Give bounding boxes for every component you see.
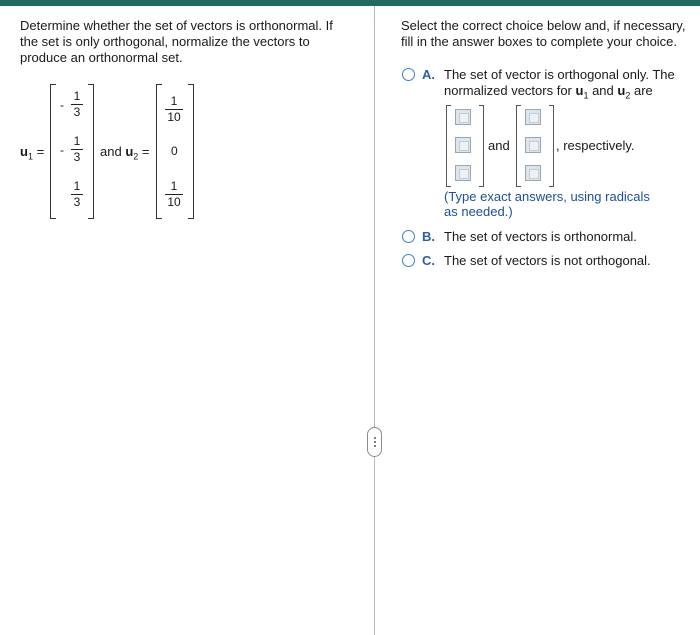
answer-format-hint: (Type exact answers, using radicals as needed.) (444, 189, 650, 219)
answer-box-u2-3[interactable] (525, 165, 541, 181)
answer-box-u1-1[interactable] (455, 109, 471, 125)
choice-c-radio[interactable] (402, 254, 415, 267)
u1-entry-3: 1 3 (71, 180, 83, 209)
choice-a-radio[interactable] (402, 68, 415, 81)
answer-box-u2-1[interactable] (525, 109, 541, 125)
answer-vec1-right-bracket (479, 105, 484, 187)
u2-entry-1: 1 10 (165, 95, 183, 124)
answer-instruction: Select the correct choice below and, if necessary, fill in the answer boxes to complete your choice. (401, 18, 686, 49)
u1-entry-1: 1 3 (71, 90, 83, 119)
u2-left-bracket (156, 84, 162, 219)
u1-left-bracket (50, 84, 56, 219)
answer-box-u1-2[interactable] (455, 137, 471, 153)
u2-entry-3: 1 10 (165, 180, 183, 209)
u1-label: $u_1$ = (20, 144, 45, 162)
answer-vec2-right-bracket (549, 105, 554, 187)
question-text: Determine whether the set of vectors is orthonormal. If the set is only orthogonal, normalize the vectors to produce an orthonormal set. (20, 18, 333, 65)
u1-right-bracket (88, 84, 94, 219)
u2-entry-2: 0 (171, 144, 178, 158)
answer-box-u1-3[interactable] (455, 165, 471, 181)
choice-c-text: The set of vectors is not orthogonal. (444, 253, 651, 268)
answer-and-label: and (488, 138, 510, 153)
choice-a-text: The set of vector is orthogonal only. The normalized vectors for $u_1$ and $u_2$ are (444, 67, 675, 101)
answer-vec1-left-bracket (446, 105, 451, 187)
choice-a-letter: A. (422, 67, 435, 82)
choice-b-text: The set of vectors is orthonormal. (444, 229, 637, 244)
answer-box-u2-2[interactable] (525, 137, 541, 153)
u1-entry-2: 1 3 (71, 135, 83, 164)
choice-c-letter: C. (422, 253, 435, 268)
u2-right-bracket (188, 84, 194, 219)
choice-b-letter: B. (422, 229, 435, 244)
u2-label: and $u_2$ = (100, 144, 150, 162)
answer-respectively-label: , respectively. (556, 138, 635, 153)
answer-vec2-left-bracket (516, 105, 521, 187)
question-panel (0, 6, 374, 635)
vector-definitions: $u_1$ = - 1 3 - 1 3 1 3 and $u_2$ = 1 10 0 1 10 (20, 84, 360, 224)
answer-panel (375, 6, 700, 635)
choice-b-radio[interactable] (402, 230, 415, 243)
